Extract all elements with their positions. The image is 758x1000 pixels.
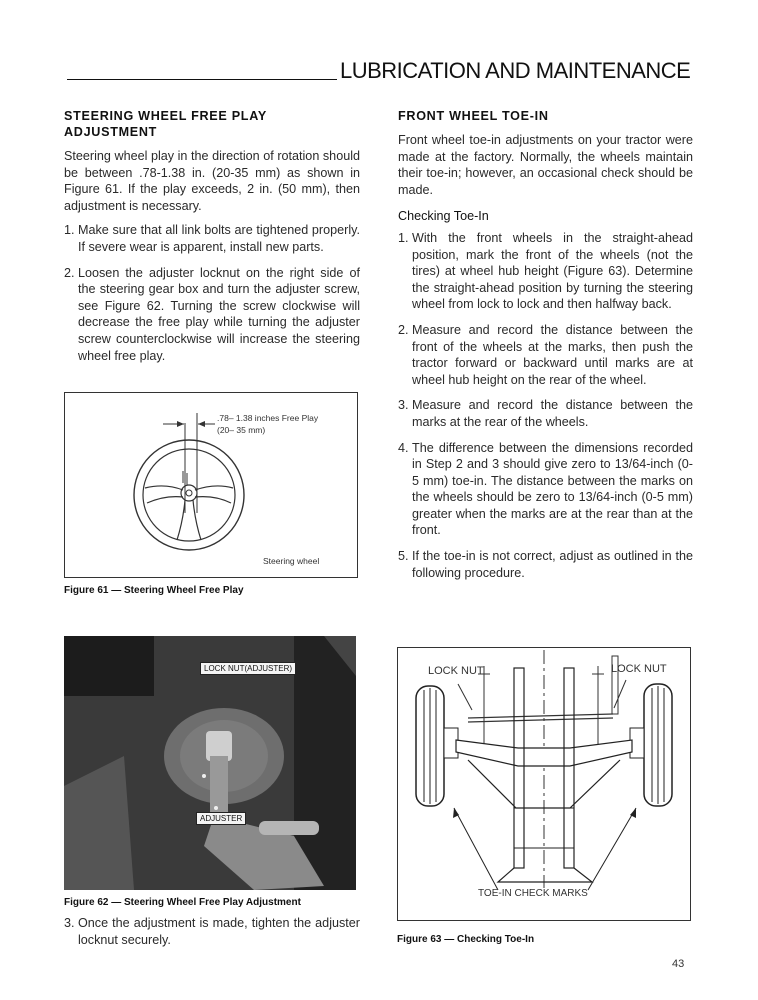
locknut-tag: LOCK NUT(ADJUSTER)	[200, 662, 296, 675]
right-column	[398, 108, 693, 590]
step-text: The difference between the dimensions recorded in Step 2 and 3 should give zero to 13/64-inch (0-5 mm) toe-in. The distance between the marks on the wheels should be zero to 13/64-inch (0-5 mm) greater when the marks are at the rear than at the front.	[412, 440, 693, 538]
figure-62-photo	[64, 636, 356, 890]
steering-wheel-diagram	[65, 393, 357, 577]
figure-63	[397, 647, 691, 921]
header-rule	[67, 79, 337, 80]
step-text: Loosen the adjuster locknut on the right side of the steering gear box and turn the adjuster screw, see Figure 62. Turning the screw clockwise will decrease the free play while turning the adjuster screw counterclockwise will increase the steering wheel free play.	[78, 265, 360, 363]
page-number: 43	[672, 958, 685, 970]
toe-in-heading: FRONT WHEEL TOE-IN	[398, 109, 549, 123]
step-text: If the toe-in is not correct, adjust as outlined in the following procedure.	[412, 549, 693, 580]
step-number: 3.	[398, 398, 409, 413]
step-text: Make sure that all link bolts are tightened properly. If severe wear is apparent, install new parts.	[78, 223, 360, 254]
steering-heading: STEERING WHEEL FREE PLAY ADJUSTMENT	[64, 109, 267, 139]
list-item	[398, 548, 693, 581]
page-title: LUBRICATION AND MAINTENANCE	[340, 58, 691, 83]
step-number: 4.	[398, 440, 409, 455]
toe-in-intro: Front wheel toe-in adjustments on your tractor were made at the factory. Normally, the wheels maintain their toe-in; however, an occasional check should be made.	[398, 133, 693, 197]
step-number: 2.	[64, 265, 75, 280]
list-item	[398, 230, 693, 313]
free-play-mm-label: (20– 35 mm)	[217, 425, 266, 435]
list-item	[398, 322, 693, 388]
steering-steps	[64, 222, 360, 364]
steering-steps-continued	[64, 915, 360, 948]
locknut-right-label: LOCK NUT	[611, 663, 667, 675]
list-item	[64, 222, 360, 255]
adjuster-tag: ADJUSTER	[196, 812, 246, 825]
toe-in-diagram	[398, 648, 690, 920]
steering-wheel-label: Steering wheel	[263, 556, 320, 566]
step-text: Measure and record the distance between the front of the wheels at the marks, then push the tractor forward or backward until marks are at wheel hub height on the rear of the wheel.	[412, 322, 693, 387]
list-item	[398, 440, 693, 540]
step-number: 1.	[398, 230, 409, 245]
figure-61-caption: Figure 61 — Steering Wheel Free Play	[64, 585, 244, 596]
step-text: With the front wheels in the straight-ahead position, mark the front of the wheels (not the tires) at wheel hub height (Figure 63). Determine the straight-ahead position by turning the steering wheel from lock to lock and then halfway back.	[412, 230, 693, 312]
step-text: Once the adjustment is made, tighten the adjuster locknut securely.	[78, 916, 360, 947]
free-play-label: .78– 1.38 inches Free Play	[217, 413, 319, 423]
checking-toe-in-subheading: Checking Toe-In	[398, 209, 489, 224]
step-text: Measure and record the distance between the marks at the rear of the wheels.	[412, 398, 693, 429]
figure-63-caption: Figure 63 — Checking Toe-In	[397, 934, 535, 945]
step-number: 1.	[64, 223, 75, 238]
figure-62-caption: Figure 62 — Steering Wheel Free Play Adjustment	[64, 897, 301, 908]
list-item	[398, 397, 693, 430]
step-number: 2.	[398, 322, 409, 337]
list-item	[64, 265, 360, 365]
steering-step-3	[64, 915, 360, 957]
steering-intro: Steering wheel play in the direction of rotation should be between .78-1.38 in. (20-35 mm) as shown in Figure 61. If the play exceeds, 2 in. (50 mm), then adjustment is necessary.	[64, 149, 360, 213]
left-column	[64, 108, 360, 373]
step-number: 5.	[398, 549, 409, 564]
locknut-left-label: LOCK NUT	[428, 665, 484, 677]
list-item	[64, 915, 360, 948]
step-number: 3.	[64, 916, 75, 930]
toe-in-marks-label: TOE-IN CHECK MARKS	[478, 888, 588, 899]
figure-61	[64, 392, 358, 578]
toe-in-steps	[398, 230, 693, 581]
